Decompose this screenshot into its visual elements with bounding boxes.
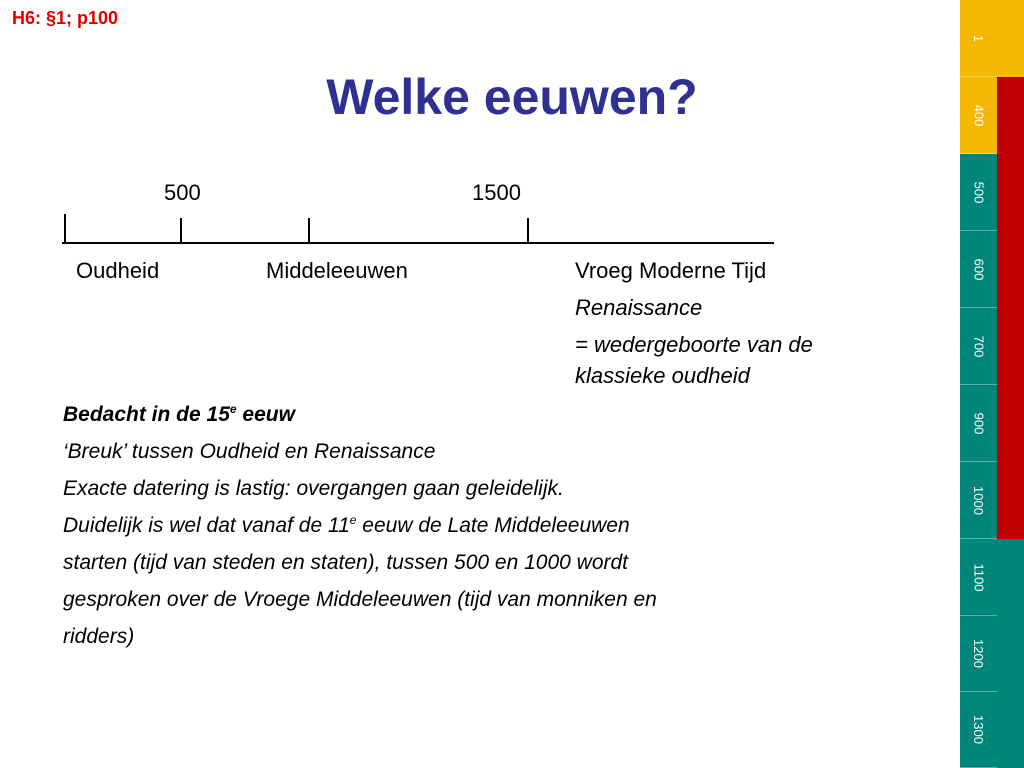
body-line-6: gesproken over de Vroege Middeleeuwen (tijd van monniken en <box>63 588 657 611</box>
reference-label: H6: §1; p100 <box>12 8 119 28</box>
period-vroeg-moderne-tijd: Vroeg Moderne Tijd <box>575 258 767 283</box>
century-cell-400 <box>960 77 997 154</box>
century-label-1100: 1100 <box>971 563 986 591</box>
body-line-4 <box>63 507 923 544</box>
timeline-tick-mid <box>308 218 310 244</box>
body-line-1-a: Bedacht in de 15 <box>63 403 230 426</box>
century-label-700: 700 <box>970 335 986 357</box>
century-label-1000: 1000 <box>970 485 986 515</box>
century-cell-1 <box>960 0 997 77</box>
body-line-3: Exacte datering is lastig: overgangen gaan geleidelijk. <box>63 477 564 500</box>
century-label-1200: 1200 <box>970 639 986 668</box>
marker-500: 500 <box>164 180 201 205</box>
century-cell-600 <box>960 231 997 308</box>
century-cell-900 <box>960 385 997 462</box>
century-cell-1000 <box>960 462 997 539</box>
body-line-1-sup: e <box>229 402 237 416</box>
renaissance-label: Renaissance <box>575 295 703 320</box>
renaissance-definition-2: klassieke oudheid <box>575 363 750 388</box>
timeline-tick-1500 <box>527 218 529 244</box>
century-label-500: 500 <box>970 181 986 203</box>
century-cell-700 <box>960 308 997 385</box>
century-label-400: 400 <box>970 104 986 126</box>
timeline-axis <box>62 218 774 248</box>
timeline-tick-start <box>64 214 66 244</box>
century-label-1300: 1300 <box>970 715 986 744</box>
century-label-600: 600 <box>970 258 986 280</box>
renaissance-definition-1: = wedergeboorte van de <box>575 332 813 357</box>
body-line-5: starten (tijd van steden en staten), tussen 500 en 1000 wordt <box>63 551 629 574</box>
century-cell-500 <box>960 154 997 231</box>
century-cell-1200 <box>960 616 997 692</box>
century-sidebar <box>960 0 1024 768</box>
body-line-4-a: Duidelijk is wel dat vanaf de 11 <box>63 514 350 537</box>
body-text <box>63 396 923 655</box>
era-strip-bottom <box>997 539 1024 768</box>
marker-1500: 1500 <box>472 180 521 205</box>
period-oudheid: Oudheid <box>76 258 160 283</box>
body-line-1 <box>63 396 923 433</box>
century-label-1: 1 <box>970 34 986 42</box>
century-cell-1100 <box>960 539 997 616</box>
timeline-baseline <box>62 242 774 244</box>
century-column <box>960 0 997 768</box>
slide-title: Welke eeuwen? <box>326 69 698 125</box>
era-strip-top <box>997 0 1024 77</box>
body-line-7: ridders) <box>63 625 135 648</box>
body-line-2: ‘Breuk’ tussen Oudheid en Renaissance <box>63 440 436 463</box>
body-line-1-b: eeuw <box>236 403 295 426</box>
century-label-900: 900 <box>970 412 986 434</box>
era-color-strip <box>997 0 1024 768</box>
century-cell-1300 <box>960 692 997 768</box>
era-strip-red <box>997 77 1024 539</box>
timeline-tick-500 <box>180 218 182 244</box>
body-line-4-b: eeuw de Late Middeleeuwen <box>356 514 630 537</box>
period-middeleeuwen: Middeleeuwen <box>266 258 408 283</box>
body-line-4-sup: e <box>349 513 357 527</box>
